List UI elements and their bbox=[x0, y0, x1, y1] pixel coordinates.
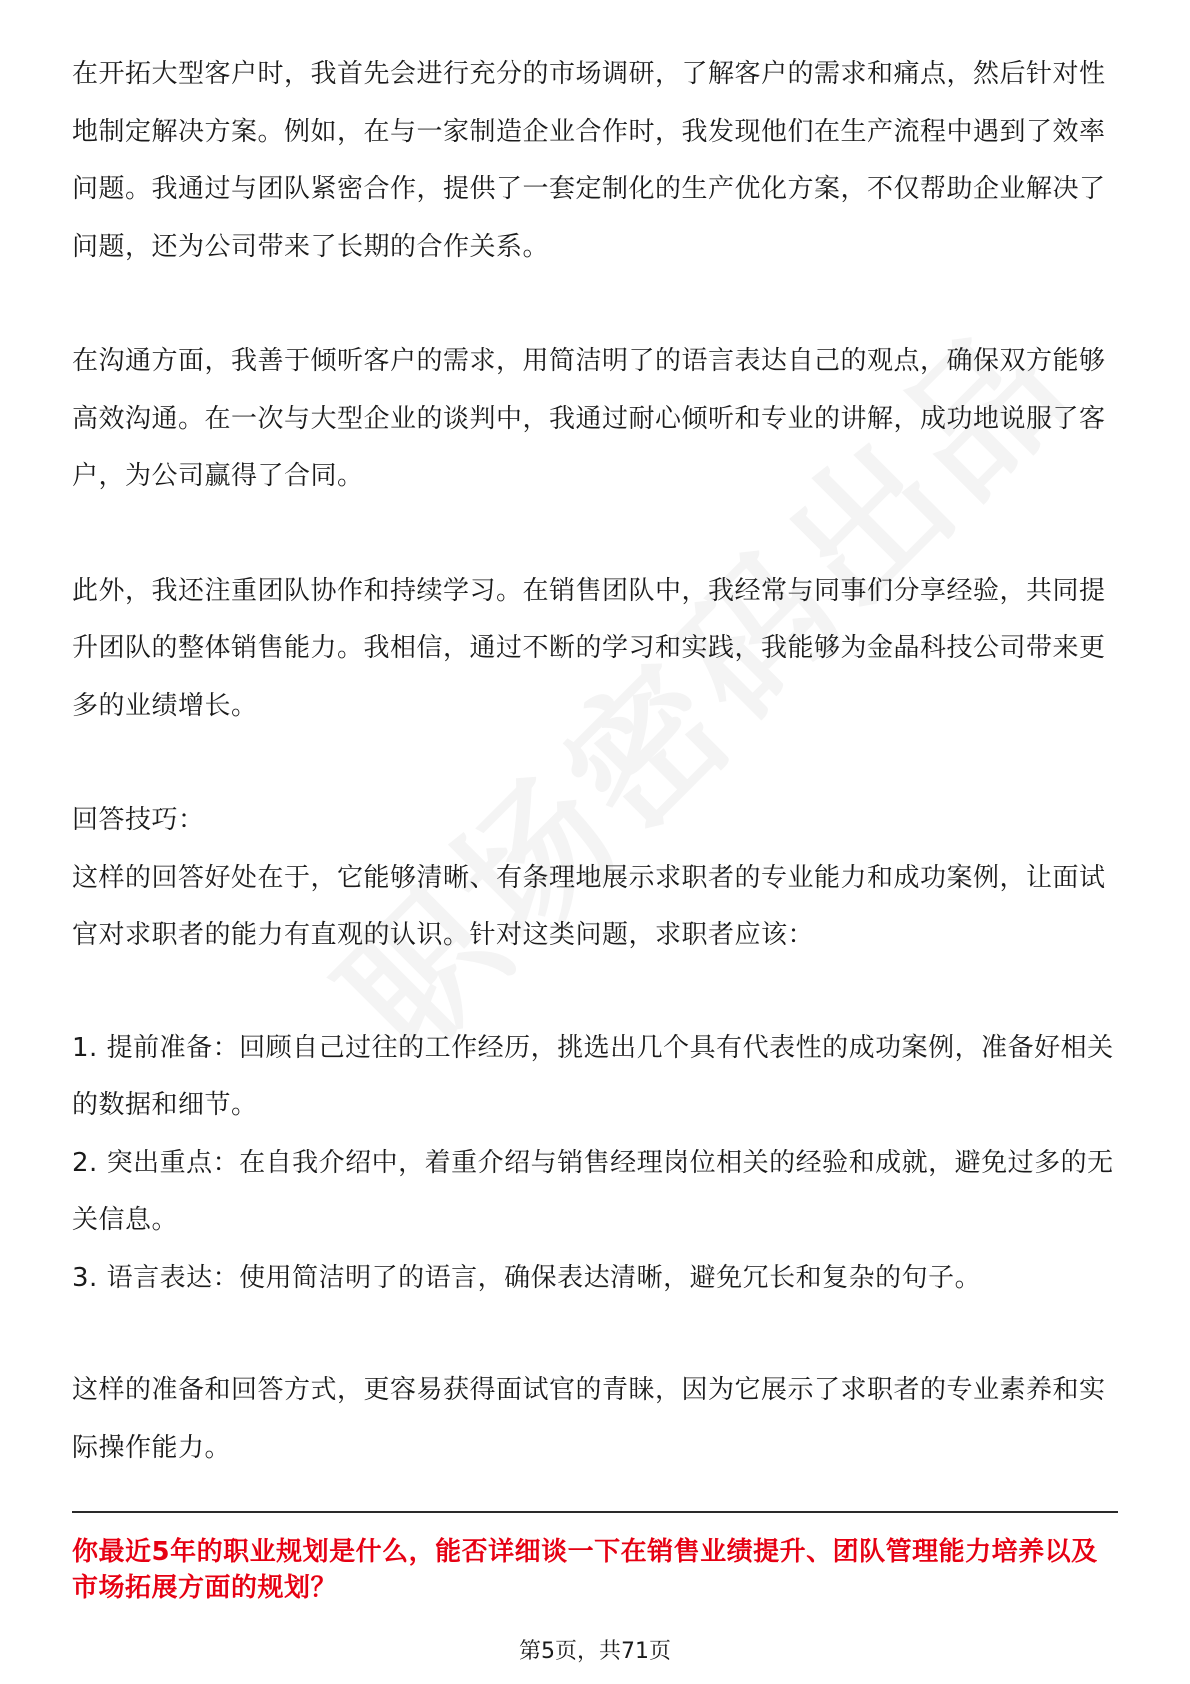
spacer bbox=[72, 1307, 1118, 1362]
page-number: 第5页，共71页 bbox=[519, 1639, 671, 1664]
spacer bbox=[72, 965, 1118, 1020]
spacer bbox=[72, 276, 1118, 333]
tips-item-1: 1. 提前准备：回顾自己过往的工作经历，挑选出几个具有代表性的成功案例，准备好相关的数据和细节。 bbox=[72, 1032, 1114, 1120]
answer-paragraph-3: 此外，我还注重团队协作和持续学习。在销售团队中，我经常与同事们分享经验，共同提升团队的整体销售能力。我相信，通过不断的学习和实践，我能够为金晶科技公司带来更多的业绩增长。 bbox=[72, 575, 1106, 721]
spacer bbox=[72, 735, 1118, 792]
section-divider bbox=[72, 1511, 1118, 1513]
spacer bbox=[72, 506, 1118, 563]
next-question-heading: 你最近5年的职业规划是什么，能否详细谈一下在销售业绩提升、团队管理能力培养以及市场拓展方面的规划？ bbox=[72, 1537, 1098, 1603]
tips-item-2: 2. 突出重点：在自我介绍中，着重介绍与销售经理岗位相关的经验和成就，避免过多的无关信息。 bbox=[72, 1147, 1114, 1235]
answer-paragraph-1: 在开拓大型客户时，我首先会进行充分的市场调研，了解客户的需求和痛点，然后针对性地制定解决方案。例如，在与一家制造企业合作时，我发现他们在生产流程中遇到了效率问题。我通过与团队紧密合作，提供了一套定制化的生产优化方案，不仅帮助企业解决了问题，还为公司带来了长期的合作关系。 bbox=[72, 59, 1106, 262]
tips-item-3: 3. 语言表达：使用简洁明了的语言，确保表达清晰，避免冗长和复杂的句子。 bbox=[72, 1262, 982, 1293]
page-body bbox=[72, 46, 1118, 1477]
tips-conclusion: 这样的准备和回答方式，更容易获得面试官的青睐，因为它展示了求职者的专业素养和实际操作能力。 bbox=[72, 1375, 1106, 1463]
answer-paragraph-2: 在沟通方面，我善于倾听客户的需求，用简洁明了的语言表达自己的观点，确保双方能够高效沟通。在一次与大型企业的谈判中，我通过耐心倾听和专业的讲解，成功地说服了客户，为公司赢得了合同。 bbox=[72, 346, 1106, 491]
tips-intro: 这样的回答好处在于，它能够清晰、有条理地展示求职者的专业能力和成功案例，让面试官对求职者的能力有直观的认识。针对这类问题，求职者应该： bbox=[72, 862, 1106, 950]
tips-heading: 回答技巧： bbox=[72, 805, 205, 835]
